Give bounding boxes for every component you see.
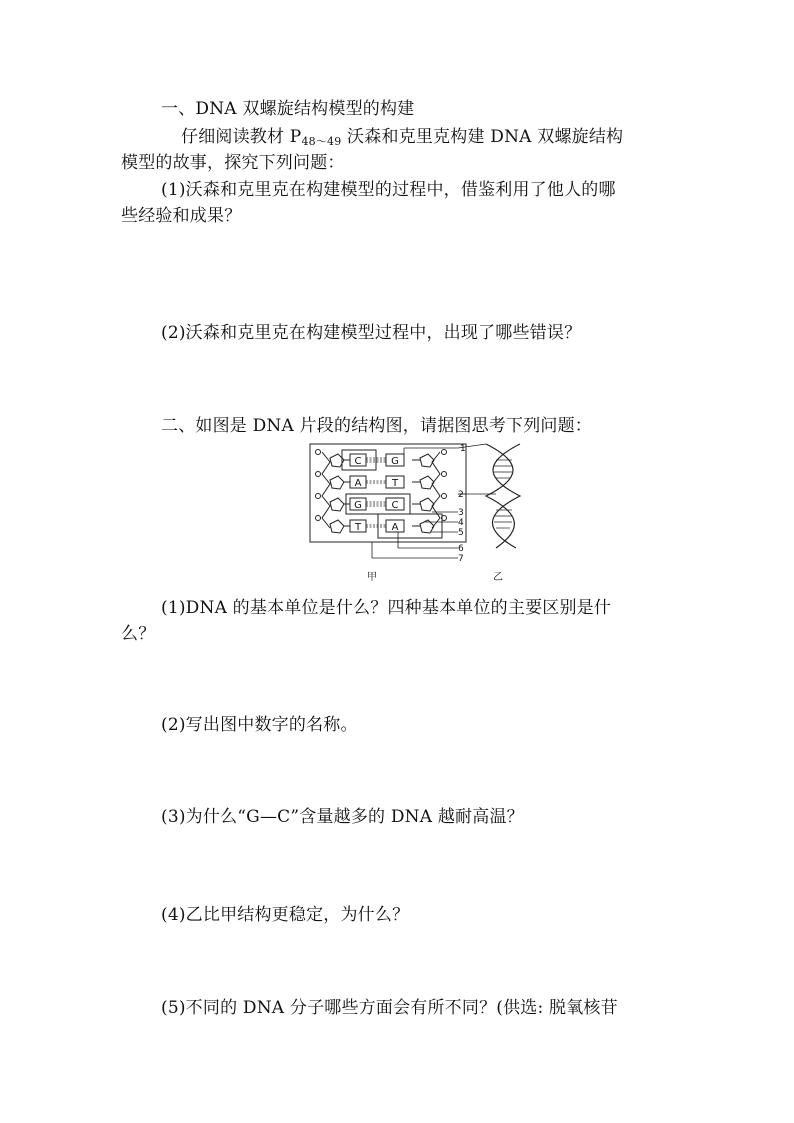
label-3: 3: [458, 508, 464, 518]
label-jia: 甲: [367, 572, 377, 583]
intro-text-b: 沃森和克里克构建 DNA 双螺旋结构: [341, 127, 624, 147]
base-right-4: A: [391, 522, 399, 533]
base-left-1: C: [354, 456, 362, 467]
section2-question-3: (3)为什么“G—C”含量越多的 DNA 越耐高温？: [161, 807, 524, 827]
nucleotide-box-bottom: [378, 514, 442, 538]
label-1: 1: [460, 444, 466, 454]
base-right-1: G: [391, 456, 399, 467]
intro-page-subscript: 48～49: [301, 135, 342, 148]
intro-text-a: 仔细阅读教材 P: [181, 127, 302, 147]
section2-question-4: (4)乙比甲结构更稳定，为什么？: [161, 905, 410, 925]
section2-question-1: (1)DNA 的基本单位是什么？四种基本单位的主要区别是什: [161, 598, 612, 618]
label-2: 2: [458, 490, 464, 500]
label-5: 5: [458, 528, 464, 538]
section1-intro: [181, 125, 623, 154]
diagram-jia-frame: [310, 444, 466, 542]
section2-question-1-cont: 么？: [121, 624, 156, 644]
label-6: 6: [458, 544, 464, 554]
section1-question-2: (2)沃森和克里克在构建模型过程中，出现了哪些错误？: [161, 323, 582, 343]
double-helix: [486, 444, 520, 548]
section2-question-5: (5)不同的 DNA 分子哪些方面会有所不同？(供选: 脱氧核苷: [161, 998, 618, 1018]
section1-heading: 一、DNA 双螺旋结构模型的构建: [161, 99, 415, 119]
dna-structure-diagram: [300, 440, 532, 586]
base-right-2: T: [391, 478, 399, 489]
section1-question-1-cont: 些经验和成果？: [121, 206, 242, 226]
base-left-4: T: [354, 522, 362, 533]
base-left-3: G: [354, 500, 362, 511]
base-right-3: C: [391, 500, 399, 511]
section2-heading: 二、如图是 DNA 片段的结构图，请据图思考下列问题：: [161, 416, 592, 436]
label-yi: 乙: [493, 572, 503, 583]
label-7: 7: [458, 554, 464, 564]
section1-intro-line2: 模型的故事，探究下列问题：: [121, 153, 345, 173]
section2-question-2: (2)写出图中数字的名称。: [161, 715, 358, 735]
label-4: 4: [458, 518, 464, 528]
section1-question-1: (1)沃森和克里克在构建模型的过程中，借鉴利用了他人的哪: [161, 180, 616, 200]
base-left-2: A: [354, 478, 362, 489]
